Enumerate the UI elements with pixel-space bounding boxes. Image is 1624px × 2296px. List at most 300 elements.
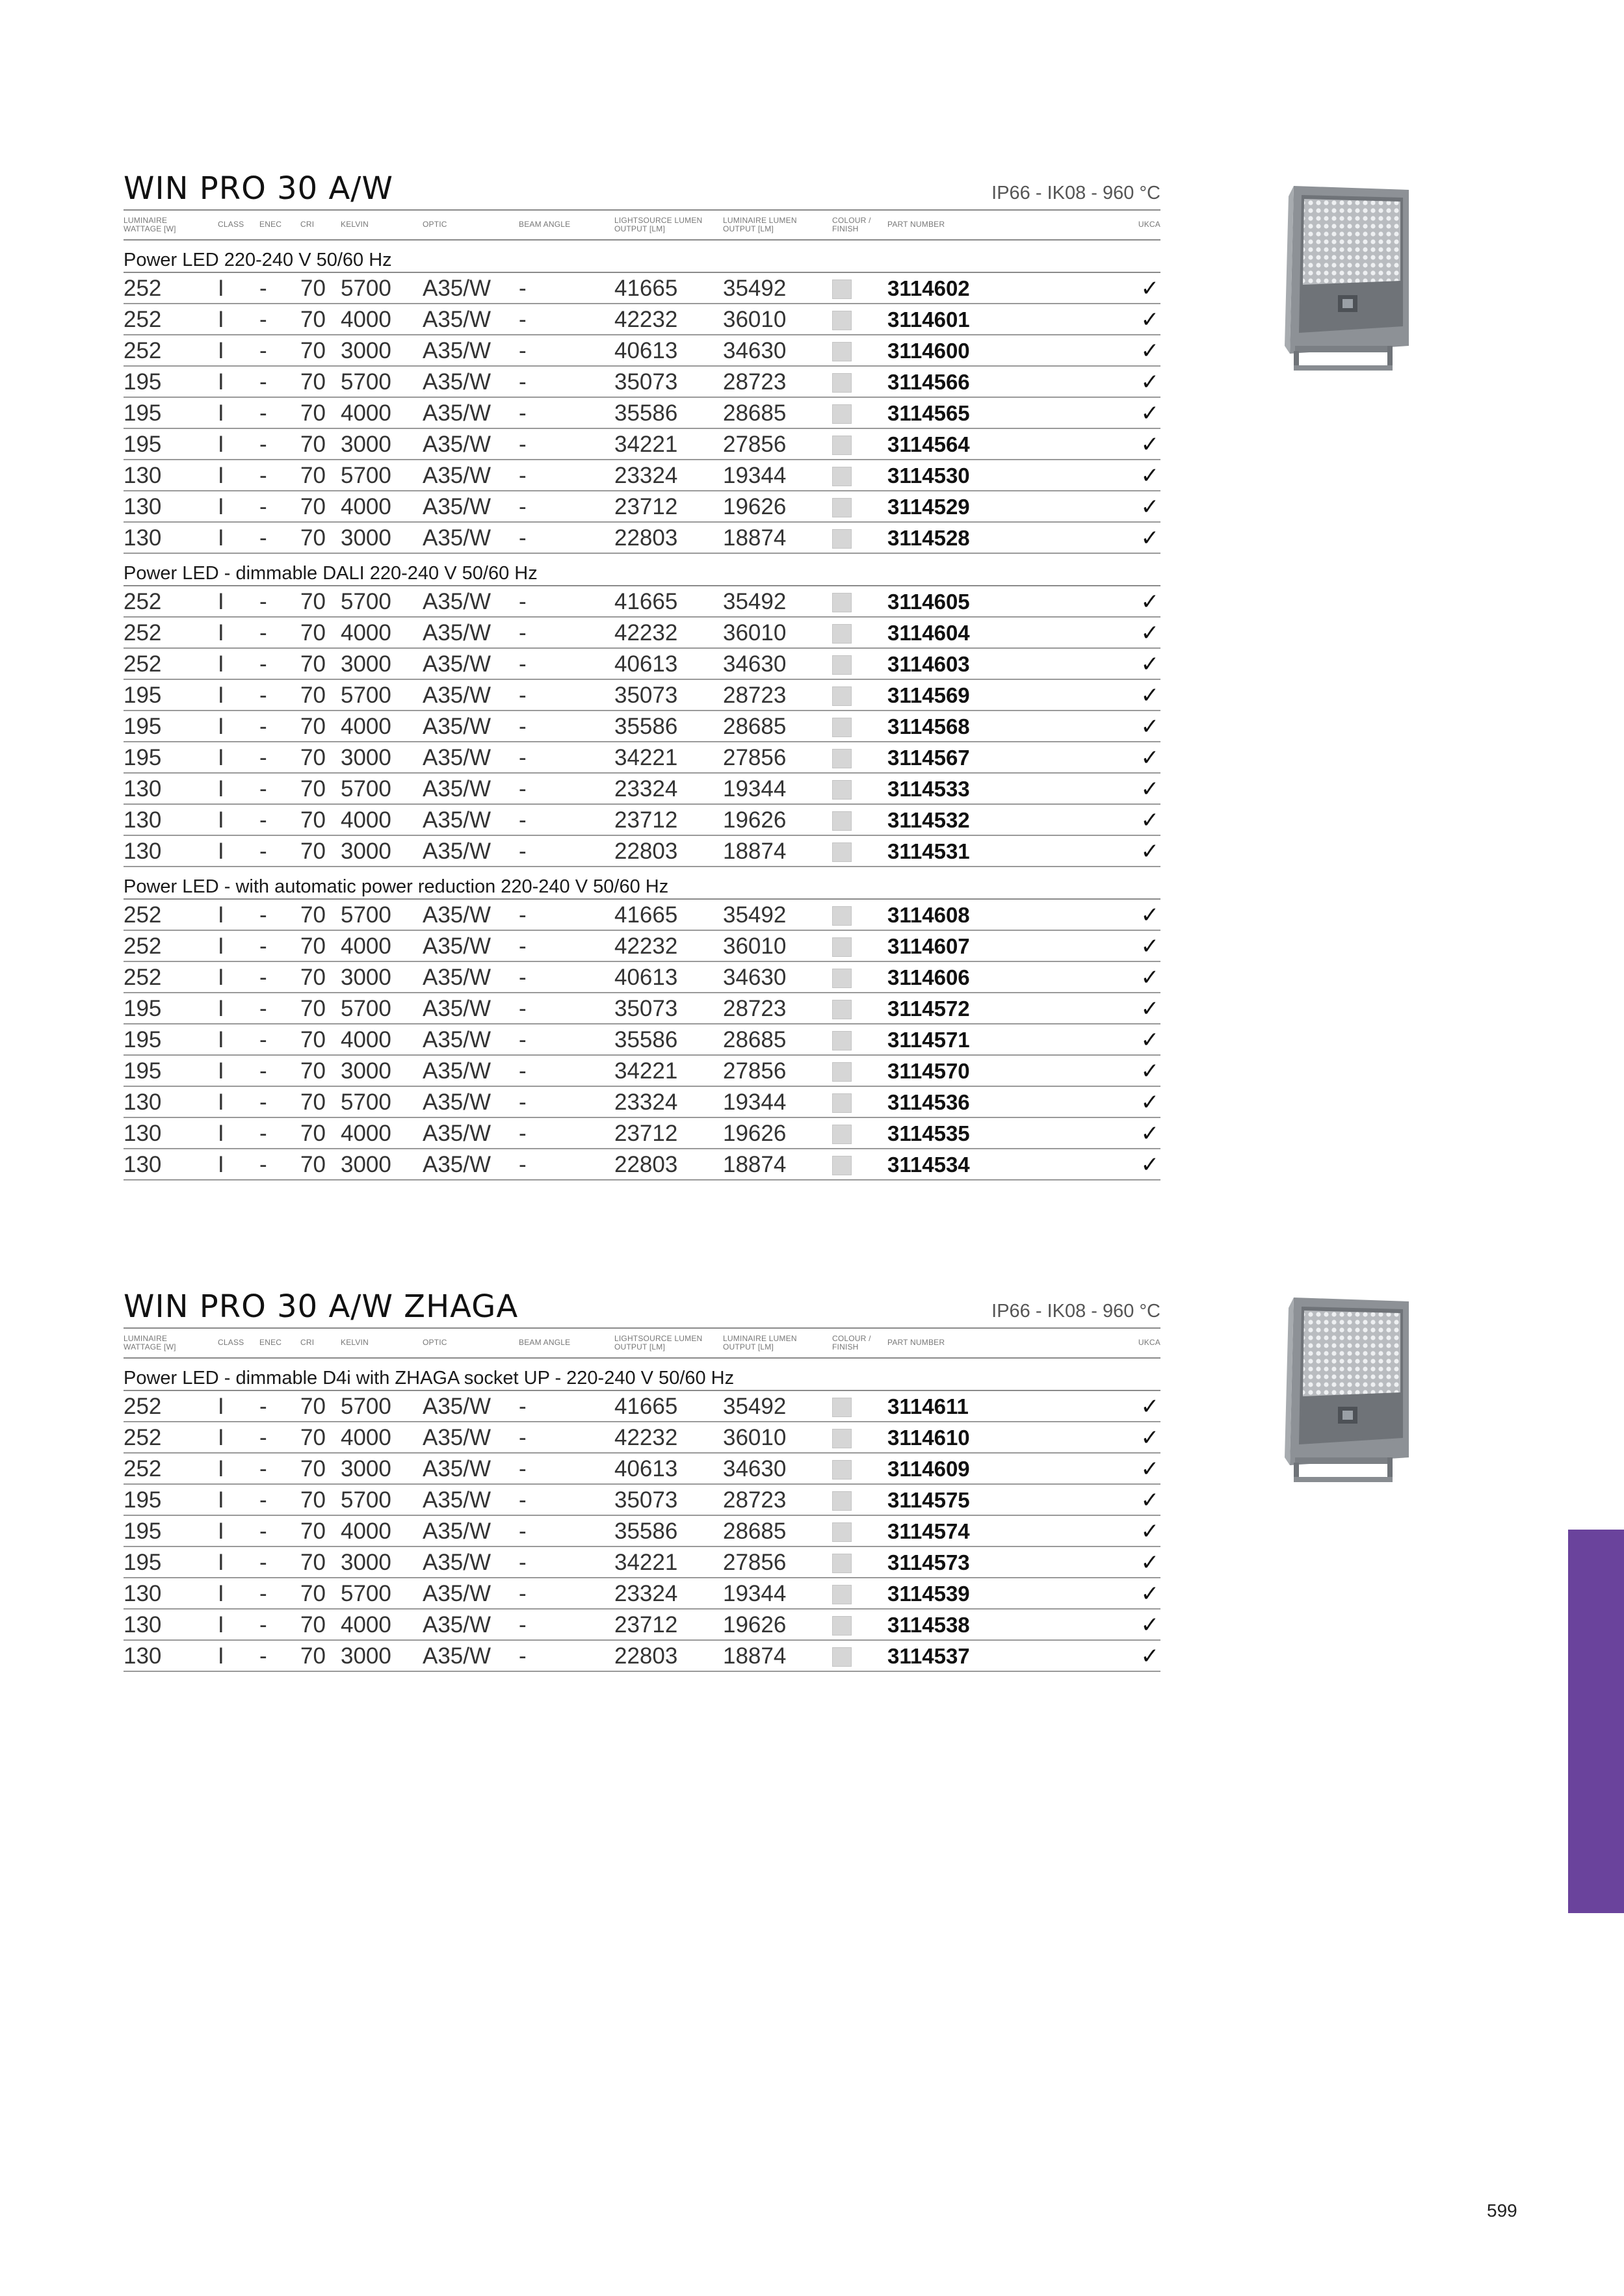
part-number: 3114607 <box>887 934 970 958</box>
cell-enec: - <box>259 839 267 864</box>
table-row <box>124 304 1160 335</box>
table-body <box>124 1359 1160 1672</box>
cell-cri: 70 <box>300 1581 326 1606</box>
table-row <box>124 491 1160 523</box>
ukca-check-icon: ✓ <box>1140 307 1159 332</box>
cell-lum: 19344 <box>723 1581 787 1606</box>
cell-kelvin: 3000 <box>341 1643 391 1669</box>
cell-lum: 36010 <box>723 620 787 646</box>
cell-class: I <box>218 839 224 864</box>
cell-optic: A35/W <box>423 776 491 802</box>
cell-kelvin: 4000 <box>341 807 391 833</box>
ukca-check-icon: ✓ <box>1140 965 1159 990</box>
cell-class: I <box>218 1643 224 1669</box>
cell-ls: 34221 <box>614 745 678 770</box>
floodlight-zhaga-product-image <box>1276 1295 1415 1487</box>
cell-beam: - <box>519 1058 527 1084</box>
table-row <box>124 836 1160 867</box>
cell-enec: - <box>259 1550 267 1575</box>
column-header-beam: BEAM ANGLE <box>519 1338 571 1347</box>
ukca-check-icon: ✓ <box>1140 495 1159 519</box>
cell-class: I <box>218 400 224 426</box>
table-header <box>124 209 1160 241</box>
colour-finish-swatch <box>832 1093 852 1113</box>
ukca-check-icon: ✓ <box>1140 463 1159 488</box>
column-header-lum: LUMINAIRE LUMEN OUTPUT [LM] <box>723 1334 797 1351</box>
cell-w: 195 <box>124 1519 162 1544</box>
part-number: 3114529 <box>887 495 970 519</box>
cell-w: 252 <box>124 307 162 332</box>
cell-beam: - <box>519 525 527 551</box>
colour-finish-swatch <box>832 1522 852 1542</box>
cell-enec: - <box>259 1121 267 1146</box>
cell-kelvin: 4000 <box>341 400 391 426</box>
cell-w: 252 <box>124 276 162 301</box>
cell-optic: A35/W <box>423 1487 491 1513</box>
part-number: 3114575 <box>887 1488 970 1512</box>
cell-kelvin: 3000 <box>341 1456 391 1481</box>
table-row <box>124 680 1160 711</box>
group-title: Power LED - with automatic power reduction 220-240 V 50/60 Hz <box>124 867 1160 900</box>
cell-w: 195 <box>124 1058 162 1084</box>
cell-optic: A35/W <box>423 1425 491 1450</box>
cell-enec: - <box>259 1487 267 1513</box>
cell-cri: 70 <box>300 933 326 959</box>
cell-cri: 70 <box>300 369 326 395</box>
part-number: 3114600 <box>887 339 970 363</box>
cell-enec: - <box>259 494 267 519</box>
cell-optic: A35/W <box>423 525 491 551</box>
colour-finish-swatch <box>832 686 852 706</box>
cell-lum: 19344 <box>723 463 787 488</box>
cell-enec: - <box>259 589 267 614</box>
cell-lum: 34630 <box>723 965 787 990</box>
cell-class: I <box>218 1612 224 1637</box>
table-row <box>124 1610 1160 1641</box>
cell-kelvin: 4000 <box>341 1425 391 1450</box>
colour-finish-swatch <box>832 1031 852 1050</box>
cell-class: I <box>218 494 224 519</box>
cell-optic: A35/W <box>423 1519 491 1544</box>
cell-optic: A35/W <box>423 1027 491 1052</box>
cell-ls: 23324 <box>614 463 678 488</box>
cell-lum: 35492 <box>723 276 787 301</box>
cell-ls: 42232 <box>614 933 678 959</box>
column-header-col: COLOUR / FINISH <box>832 1334 871 1351</box>
cell-class: I <box>218 1394 224 1419</box>
colour-finish-swatch <box>832 311 852 330</box>
cell-lum: 28723 <box>723 996 787 1021</box>
part-number: 3114533 <box>887 777 970 801</box>
cell-kelvin: 4000 <box>341 933 391 959</box>
cell-kelvin: 5700 <box>341 996 391 1021</box>
ukca-check-icon: ✓ <box>1140 1028 1159 1052</box>
cell-w: 252 <box>124 589 162 614</box>
cell-cri: 70 <box>300 307 326 332</box>
cell-class: I <box>218 965 224 990</box>
cell-enec: - <box>259 400 267 426</box>
table-row <box>124 1578 1160 1610</box>
cell-w: 252 <box>124 902 162 928</box>
group-title: Power LED 220-240 V 50/60 Hz <box>124 241 1160 273</box>
cell-optic: A35/W <box>423 1581 491 1606</box>
cell-enec: - <box>259 276 267 301</box>
cell-class: I <box>218 776 224 802</box>
cell-optic: A35/W <box>423 463 491 488</box>
cell-ls: 35586 <box>614 400 678 426</box>
colour-finish-swatch <box>832 1156 852 1175</box>
cell-w: 130 <box>124 1612 162 1637</box>
cell-class: I <box>218 620 224 646</box>
cell-optic: A35/W <box>423 714 491 739</box>
table-row <box>124 523 1160 554</box>
cell-kelvin: 4000 <box>341 714 391 739</box>
colour-finish-swatch <box>832 1398 852 1417</box>
column-header-optic: OPTIC <box>423 1338 447 1347</box>
part-number: 3114567 <box>887 746 970 770</box>
cell-cri: 70 <box>300 714 326 739</box>
cell-ls: 41665 <box>614 1394 678 1419</box>
colour-finish-swatch <box>832 655 852 675</box>
cell-kelvin: 5700 <box>341 589 391 614</box>
cell-enec: - <box>259 369 267 395</box>
ukca-check-icon: ✓ <box>1140 934 1159 959</box>
cell-cri: 70 <box>300 463 326 488</box>
cell-kelvin: 4000 <box>341 1121 391 1146</box>
table-row <box>124 367 1160 398</box>
cell-enec: - <box>259 683 267 708</box>
part-number: 3114574 <box>887 1519 970 1543</box>
part-number: 3114609 <box>887 1457 970 1481</box>
cell-cri: 70 <box>300 1487 326 1513</box>
cell-class: I <box>218 338 224 363</box>
cell-beam: - <box>519 1089 527 1115</box>
cell-ls: 40613 <box>614 965 678 990</box>
column-header-class: CLASS <box>218 220 244 229</box>
column-header-part: PART NUMBER <box>887 1338 945 1347</box>
cell-lum: 18874 <box>723 839 787 864</box>
colour-finish-swatch <box>832 969 852 988</box>
section-title: WIN PRO 30 A/W <box>124 170 393 207</box>
cell-kelvin: 4000 <box>341 494 391 519</box>
cell-cri: 70 <box>300 965 326 990</box>
cell-lum: 28723 <box>723 369 787 395</box>
cell-cri: 70 <box>300 807 326 833</box>
part-number: 3114564 <box>887 432 970 456</box>
cell-class: I <box>218 1550 224 1575</box>
cell-enec: - <box>259 338 267 363</box>
cell-enec: - <box>259 1581 267 1606</box>
cell-ls: 23324 <box>614 776 678 802</box>
ukca-check-icon: ✓ <box>1140 997 1159 1021</box>
column-header-class: CLASS <box>218 1338 244 1347</box>
cell-w: 252 <box>124 933 162 959</box>
cell-kelvin: 4000 <box>341 1612 391 1637</box>
section-title-row <box>124 168 1160 209</box>
column-header-cri: CRI <box>300 220 315 229</box>
cell-w: 195 <box>124 1550 162 1575</box>
cell-cri: 70 <box>300 1121 326 1146</box>
cell-enec: - <box>259 1425 267 1450</box>
ukca-check-icon: ✓ <box>1140 1426 1159 1450</box>
part-number: 3114603 <box>887 652 970 676</box>
table-row <box>124 1118 1160 1149</box>
cell-lum: 36010 <box>723 1425 787 1450</box>
section-title-row <box>124 1286 1160 1327</box>
ukca-check-icon: ✓ <box>1140 1059 1159 1084</box>
cell-beam: - <box>519 1152 527 1177</box>
cell-cri: 70 <box>300 776 326 802</box>
cell-beam: - <box>519 839 527 864</box>
cell-w: 130 <box>124 1089 162 1115</box>
column-header-w: LUMINAIRE WATTAGE [W] <box>124 1334 176 1351</box>
cell-cri: 70 <box>300 1152 326 1177</box>
cell-optic: A35/W <box>423 807 491 833</box>
cell-optic: A35/W <box>423 432 491 457</box>
cell-enec: - <box>259 776 267 802</box>
cell-cri: 70 <box>300 620 326 646</box>
cell-lum: 28685 <box>723 714 787 739</box>
cell-enec: - <box>259 1456 267 1481</box>
colour-finish-swatch <box>832 1554 852 1573</box>
ukca-check-icon: ✓ <box>1140 432 1159 457</box>
cell-kelvin: 3000 <box>341 965 391 990</box>
group-title: Power LED - dimmable DALI 220-240 V 50/60 Hz <box>124 554 1160 586</box>
cell-enec: - <box>259 463 267 488</box>
cell-w: 130 <box>124 776 162 802</box>
cell-enec: - <box>259 651 267 677</box>
cell-optic: A35/W <box>423 1550 491 1575</box>
cell-beam: - <box>519 996 527 1021</box>
cell-optic: A35/W <box>423 683 491 708</box>
cell-kelvin: 3000 <box>341 1152 391 1177</box>
cell-lum: 28723 <box>723 683 787 708</box>
table-row <box>124 900 1160 931</box>
cell-cri: 70 <box>300 996 326 1021</box>
cell-enec: - <box>259 902 267 928</box>
cell-kelvin: 3000 <box>341 1550 391 1575</box>
protection-rating: IP66 - IK08 - 960 °C <box>991 1301 1160 1322</box>
protection-rating: IP66 - IK08 - 960 °C <box>991 183 1160 203</box>
cell-w: 252 <box>124 965 162 990</box>
cell-lum: 28685 <box>723 1519 787 1544</box>
cell-lum: 18874 <box>723 525 787 551</box>
cell-beam: - <box>519 400 527 426</box>
cell-w: 130 <box>124 463 162 488</box>
cell-kelvin: 5700 <box>341 463 391 488</box>
ukca-check-icon: ✓ <box>1140 808 1159 833</box>
cell-beam: - <box>519 432 527 457</box>
cell-w: 130 <box>124 839 162 864</box>
part-number: 3114605 <box>887 590 970 614</box>
cell-cri: 70 <box>300 589 326 614</box>
colour-finish-swatch <box>832 906 852 926</box>
colour-finish-swatch <box>832 937 852 957</box>
cell-cri: 70 <box>300 432 326 457</box>
table-body <box>124 241 1160 1181</box>
cell-optic: A35/W <box>423 400 491 426</box>
column-header-enec: ENEC <box>259 220 282 229</box>
cell-lum: 27856 <box>723 745 787 770</box>
table-row <box>124 618 1160 649</box>
cell-w: 195 <box>124 369 162 395</box>
cell-beam: - <box>519 1550 527 1575</box>
table-row <box>124 1391 1160 1422</box>
table-row <box>124 931 1160 962</box>
cell-beam: - <box>519 651 527 677</box>
cell-kelvin: 5700 <box>341 369 391 395</box>
ukca-check-icon: ✓ <box>1140 903 1159 928</box>
part-number: 3114565 <box>887 401 970 425</box>
cell-beam: - <box>519 683 527 708</box>
colour-finish-swatch <box>832 529 852 549</box>
cell-w: 130 <box>124 1643 162 1669</box>
part-number: 3114537 <box>887 1644 970 1668</box>
cell-enec: - <box>259 432 267 457</box>
table-row <box>124 649 1160 680</box>
ukca-check-icon: ✓ <box>1140 339 1159 363</box>
cell-w: 195 <box>124 996 162 1021</box>
ukca-check-icon: ✓ <box>1140 777 1159 802</box>
ukca-check-icon: ✓ <box>1140 683 1159 708</box>
cell-w: 130 <box>124 494 162 519</box>
cell-ls: 22803 <box>614 1152 678 1177</box>
part-number: 3114534 <box>887 1153 970 1177</box>
part-number: 3114571 <box>887 1028 970 1052</box>
part-number: 3114601 <box>887 307 970 332</box>
cell-class: I <box>218 683 224 708</box>
part-number: 3114606 <box>887 965 970 989</box>
ukca-check-icon: ✓ <box>1140 839 1159 864</box>
ukca-check-icon: ✓ <box>1140 1457 1159 1481</box>
cell-ls: 40613 <box>614 651 678 677</box>
product-section-win-pro-30-zhaga <box>124 1286 1160 1672</box>
cell-enec: - <box>259 745 267 770</box>
cell-lum: 35492 <box>723 1394 787 1419</box>
cell-ls: 35586 <box>614 1027 678 1052</box>
cell-cri: 70 <box>300 1643 326 1669</box>
ukca-check-icon: ✓ <box>1140 1153 1159 1177</box>
ukca-check-icon: ✓ <box>1140 370 1159 395</box>
cell-optic: A35/W <box>423 902 491 928</box>
ukca-check-icon: ✓ <box>1140 526 1159 551</box>
cell-w: 130 <box>124 1581 162 1606</box>
part-number: 3114532 <box>887 808 970 832</box>
cell-optic: A35/W <box>423 620 491 646</box>
part-number: 3114566 <box>887 370 970 394</box>
cell-w: 195 <box>124 683 162 708</box>
cell-ls: 35073 <box>614 683 678 708</box>
table-row <box>124 586 1160 618</box>
table-row <box>124 1149 1160 1181</box>
cell-optic: A35/W <box>423 651 491 677</box>
cell-enec: - <box>259 307 267 332</box>
table-row <box>124 742 1160 774</box>
cell-beam: - <box>519 1487 527 1513</box>
cell-w: 195 <box>124 400 162 426</box>
cell-optic: A35/W <box>423 996 491 1021</box>
ukca-check-icon: ✓ <box>1140 401 1159 426</box>
ukca-check-icon: ✓ <box>1140 1090 1159 1115</box>
cell-enec: - <box>259 1612 267 1637</box>
part-number: 3114531 <box>887 839 970 863</box>
cell-class: I <box>218 1089 224 1115</box>
ukca-check-icon: ✓ <box>1140 746 1159 770</box>
cell-ls: 42232 <box>614 307 678 332</box>
cell-lum: 19626 <box>723 807 787 833</box>
cell-beam: - <box>519 307 527 332</box>
cell-beam: - <box>519 1519 527 1544</box>
colour-finish-swatch <box>832 498 852 517</box>
colour-finish-swatch <box>832 373 852 393</box>
cell-beam: - <box>519 1425 527 1450</box>
cell-w: 195 <box>124 714 162 739</box>
cell-cri: 70 <box>300 1519 326 1544</box>
ukca-check-icon: ✓ <box>1140 1394 1159 1419</box>
cell-beam: - <box>519 369 527 395</box>
cell-class: I <box>218 1456 224 1481</box>
part-number: 3114538 <box>887 1613 970 1637</box>
cell-class: I <box>218 1487 224 1513</box>
colour-finish-swatch <box>832 593 852 612</box>
ukca-check-icon: ✓ <box>1140 621 1159 646</box>
cell-kelvin: 3000 <box>341 338 391 363</box>
colour-finish-swatch <box>832 624 852 644</box>
table-row <box>124 398 1160 429</box>
cell-ls: 42232 <box>614 620 678 646</box>
cell-enec: - <box>259 525 267 551</box>
cell-w: 130 <box>124 525 162 551</box>
cell-w: 130 <box>124 1121 162 1146</box>
cell-beam: - <box>519 589 527 614</box>
cell-kelvin: 4000 <box>341 1519 391 1544</box>
cell-w: 252 <box>124 620 162 646</box>
cell-lum: 34630 <box>723 1456 787 1481</box>
cell-optic: A35/W <box>423 589 491 614</box>
colour-finish-swatch <box>832 1647 852 1667</box>
cell-cri: 70 <box>300 1550 326 1575</box>
cell-kelvin: 5700 <box>341 1394 391 1419</box>
part-number: 3114611 <box>887 1394 969 1418</box>
cell-class: I <box>218 589 224 614</box>
cell-cri: 70 <box>300 902 326 928</box>
colour-finish-swatch <box>832 749 852 768</box>
cell-lum: 19626 <box>723 1612 787 1637</box>
cell-optic: A35/W <box>423 745 491 770</box>
table-row <box>124 1516 1160 1547</box>
cell-class: I <box>218 369 224 395</box>
page-number: 599 <box>1487 2200 1517 2221</box>
cell-beam: - <box>519 1456 527 1481</box>
cell-w: 252 <box>124 651 162 677</box>
cell-class: I <box>218 1027 224 1052</box>
cell-class: I <box>218 525 224 551</box>
cell-w: 195 <box>124 432 162 457</box>
cell-w: 252 <box>124 1394 162 1419</box>
cell-ls: 23324 <box>614 1089 678 1115</box>
cell-optic: A35/W <box>423 307 491 332</box>
cell-ls: 40613 <box>614 338 678 363</box>
column-header-ls: LIGHTSOURCE LUMEN OUTPUT [LM] <box>614 216 703 233</box>
colour-finish-swatch <box>832 342 852 361</box>
colour-finish-swatch <box>832 1491 852 1511</box>
colour-finish-swatch <box>832 436 852 455</box>
colour-finish-swatch <box>832 718 852 737</box>
cell-beam: - <box>519 620 527 646</box>
cell-class: I <box>218 1121 224 1146</box>
cell-ls: 23712 <box>614 1612 678 1637</box>
part-number: 3114604 <box>887 621 970 645</box>
